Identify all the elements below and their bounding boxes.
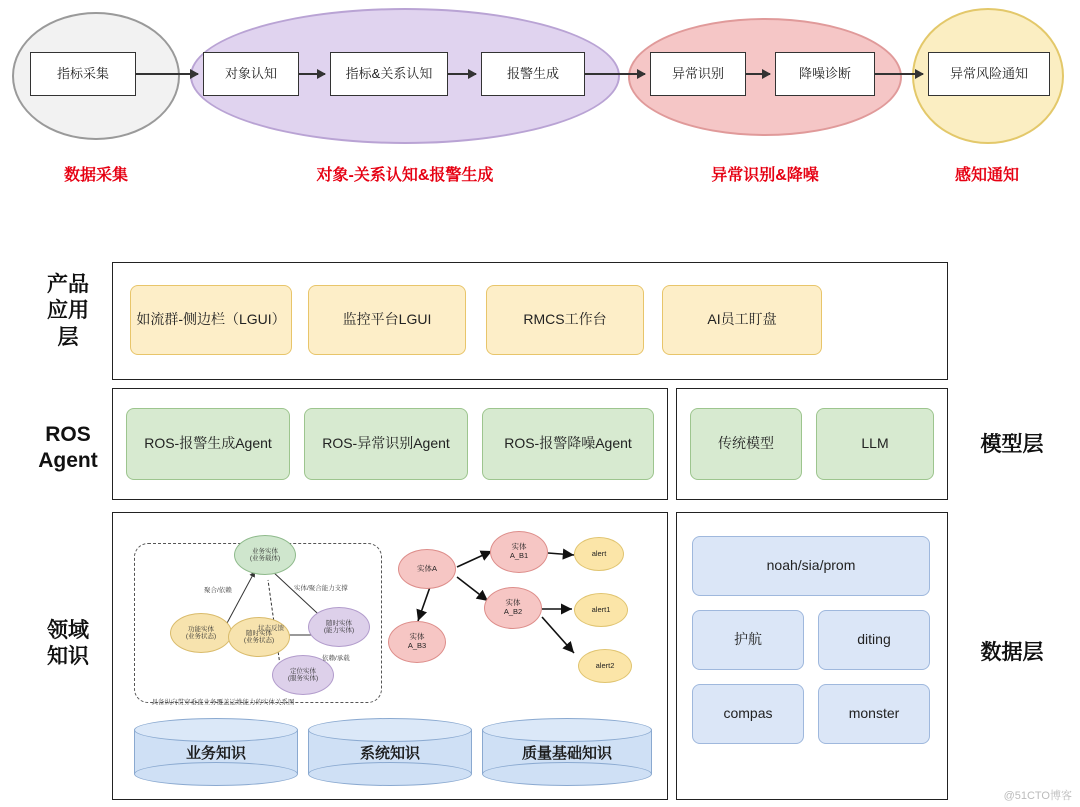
kg-entity-a-b2	[484, 587, 542, 629]
kg-node-physical-entity-line2: (服务实体)	[287, 675, 319, 682]
cylinder-quality-base-knowledge[interactable]	[482, 718, 652, 786]
arrow-object-to-metric	[299, 73, 325, 75]
chip-monitor-platform-lgui[interactable]: 监控平台LGUI	[308, 285, 466, 355]
row-label-ros-line2: Agent	[38, 449, 98, 473]
stage-box-risk-notification[interactable]: 异常风险通知	[928, 52, 1050, 96]
row-label-ros-agent	[20, 422, 116, 475]
watermark: @51CTO博客	[1003, 790, 1072, 802]
kg-alert-2: alert2	[578, 649, 632, 683]
chip-huhang[interactable]: 护航	[692, 610, 804, 670]
kg-edge-label-1: 实体/聚合能力支撑	[294, 585, 348, 592]
chip-noah-sia-prom[interactable]: noah/sia/prom	[692, 536, 930, 596]
stage-box-noise-diagnosis[interactable]: 降噪诊断	[775, 52, 875, 96]
chip-monster[interactable]: monster	[818, 684, 930, 744]
row-label-product-line1: 产品	[47, 273, 89, 296]
stage-box-object-cognition[interactable]: 对象认知	[203, 52, 299, 96]
kg-node-function-entity-line2: (业务状态)	[185, 633, 217, 640]
kg-alert-0: alert	[574, 537, 624, 571]
pipeline-label-notify: 感知通知	[954, 167, 1019, 184]
pipeline-label-collect: 数据采集	[63, 167, 128, 184]
pipeline-label-cognition: 对象-关系认知&报警生成	[316, 167, 494, 184]
kg-entity-a-b2-line1: 实体	[505, 598, 521, 608]
kg-entity-a-b3	[388, 621, 446, 663]
kg-node-resource-entity-line1: 随时实体	[246, 629, 272, 637]
kg-node-function-entity-line1: 功能实体	[188, 625, 214, 633]
kg-edge-label-3: 依赖/承载	[322, 655, 350, 662]
kg-entity-a-b1-line1: 实体	[511, 542, 527, 552]
arrow-anomaly-to-noise	[746, 73, 770, 75]
row-label-domain-line1: 领域	[47, 619, 89, 642]
chip-compas[interactable]: compas	[692, 684, 804, 744]
knowledge-graph-diagram	[130, 525, 670, 715]
kg-entity-a: 实体A	[398, 549, 456, 589]
kg-edge-label-2: 状态反馈	[258, 625, 284, 632]
architecture-section	[0, 240, 1080, 800]
kg-node-business-entity	[234, 535, 296, 575]
kg-entity-a-b1-line2: A_B1	[509, 551, 529, 560]
row-label-product-line3: 层	[57, 325, 79, 349]
arrow-alert-to-anomaly	[585, 73, 645, 75]
kg-entity-a-b1	[490, 531, 548, 573]
stage-box-metric-relation-cognition[interactable]: 指标&关系认知	[330, 52, 448, 96]
chip-ai-employee-dingpan[interactable]: AI员工盯盘	[662, 285, 822, 355]
chip-traditional-model[interactable]: 传统模型	[690, 408, 802, 480]
kg-node-business-entity-line2: (业务载体)	[249, 555, 281, 562]
cylinder-label-quality: 质量基础知识	[521, 744, 612, 762]
stage-box-anomaly-detection[interactable]: 异常识别	[650, 52, 746, 96]
chip-diting[interactable]: diting	[818, 610, 930, 670]
arrow-collect-to-object	[136, 73, 198, 75]
arrow-noise-to-notify	[875, 73, 923, 75]
chip-ruliu-sidebar[interactable]: 如流群-侧边栏（LGUI）	[130, 285, 292, 355]
cylinder-system-knowledge[interactable]	[308, 718, 472, 786]
cylinder-label-business: 业务知识	[185, 744, 246, 762]
cylinder-label-system: 系统知识	[359, 744, 420, 762]
kg-node-capability-entity-line2: (能力实体)	[323, 627, 355, 634]
kg-entity-a-b2-line2: A_B2	[503, 607, 523, 616]
chip-ros-anomaly-detection-agent[interactable]: ROS-异常识别Agent	[304, 408, 468, 480]
chip-ros-alert-denoise-agent[interactable]: ROS-报警降噪Agent	[482, 408, 654, 480]
row-label-domain-knowledge	[22, 618, 114, 671]
kg-caption: 具备纵向贯穿垂直业务覆盖运维能力的实体关系图	[151, 699, 295, 706]
row-label-product-layer	[26, 272, 110, 351]
chip-ros-alert-generation-agent[interactable]: ROS-报警生成Agent	[126, 408, 290, 480]
kg-edge-label-0: 聚合/依赖	[204, 587, 232, 594]
kg-node-function-entity	[170, 613, 232, 653]
row-label-data-layer: 数据层	[980, 641, 1044, 664]
stage-box-alert-generation[interactable]: 报警生成	[481, 52, 585, 96]
row-label-domain-line2: 知识	[47, 645, 89, 669]
chip-llm[interactable]: LLM	[816, 408, 934, 480]
kg-alert-1: alert1	[574, 593, 628, 627]
stage-box-metric-collect[interactable]: 指标采集	[30, 52, 136, 96]
arrow-metric-to-alert	[448, 73, 476, 75]
chip-rmcs-workbench[interactable]: RMCS工作台	[486, 285, 644, 355]
kg-node-capability-entity	[308, 607, 370, 647]
cylinder-business-knowledge[interactable]	[134, 718, 298, 786]
pipeline-label-anomaly: 异常识别&降噪	[711, 167, 819, 184]
kg-node-capability-entity-line1: 随时实体	[326, 619, 352, 627]
kg-node-resource-entity-line2: (业务状态)	[243, 637, 275, 644]
kg-entity-a-b3-line1: 实体	[409, 632, 425, 642]
kg-node-physical-entity-line1: 定位实体	[290, 667, 316, 675]
pipeline-section	[0, 0, 1080, 200]
row-label-model-layer: 模型层	[980, 433, 1044, 456]
kg-entity-a-b3-line2: A_B3	[407, 641, 427, 650]
kg-node-business-entity-line1: 业务实体	[252, 547, 278, 555]
row-label-product-line2: 应用	[47, 299, 89, 323]
row-label-ros-line1: ROS	[45, 423, 91, 446]
